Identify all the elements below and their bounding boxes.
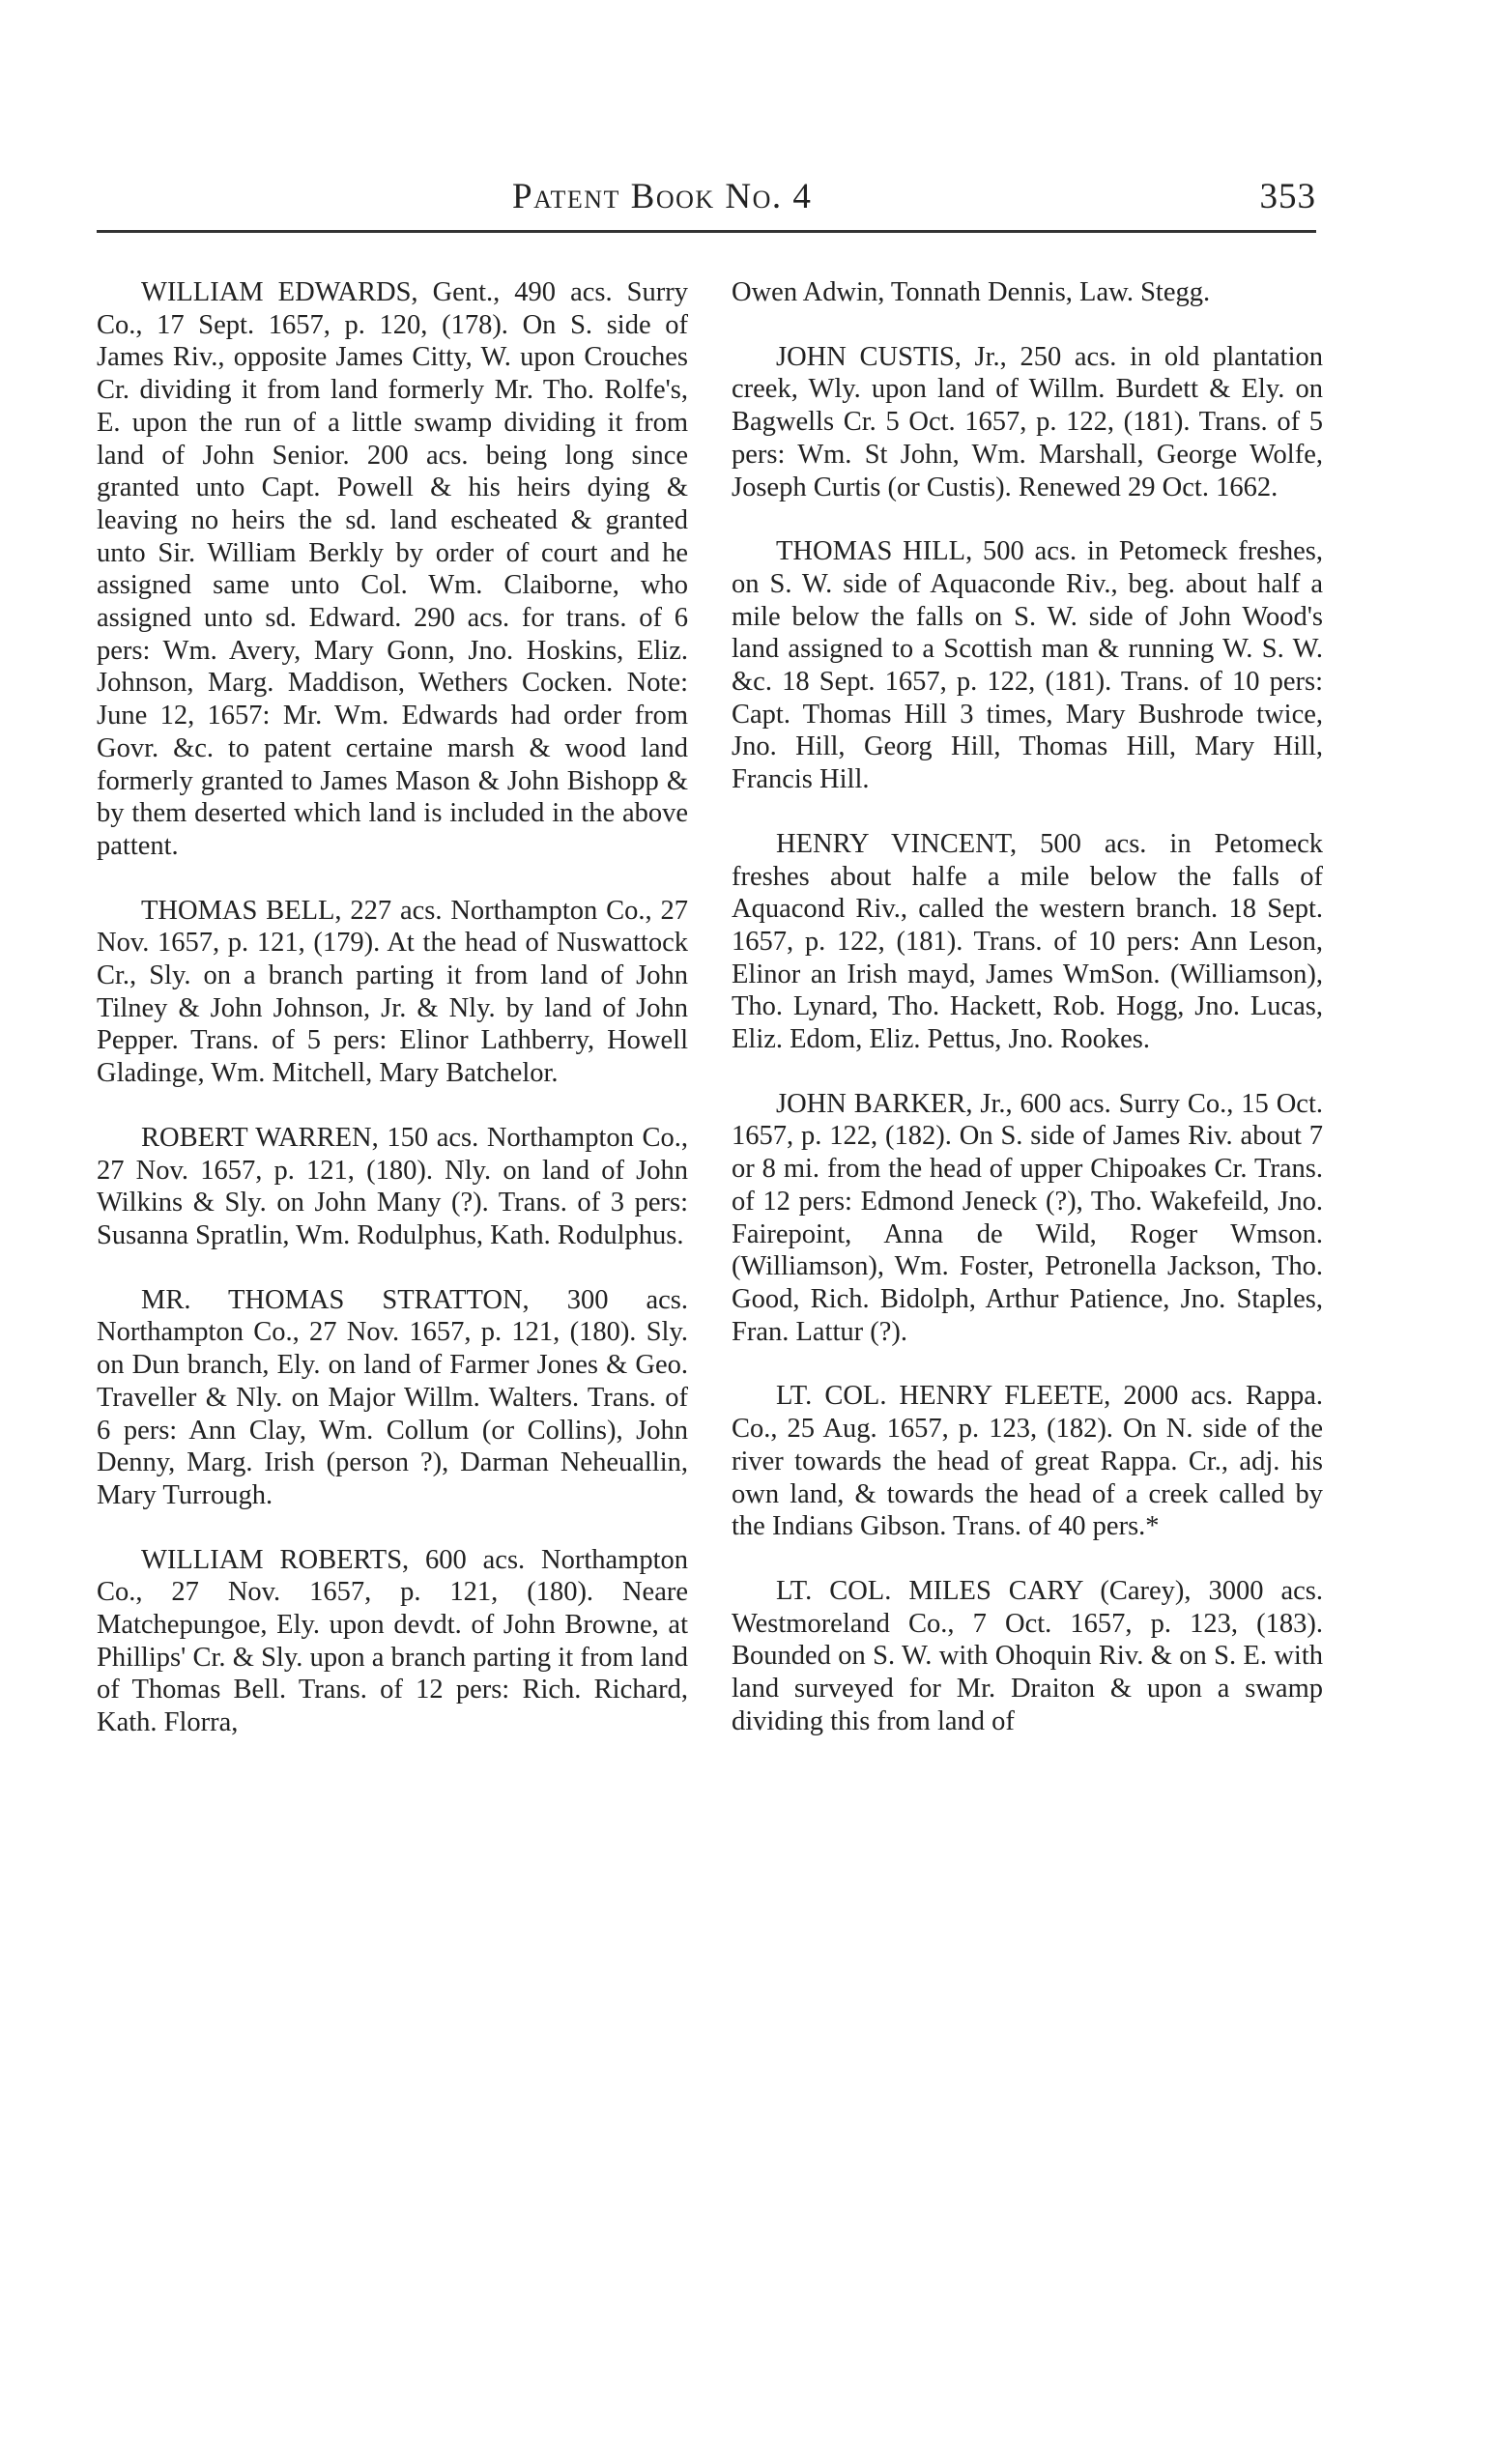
right-column bbox=[732, 276, 1323, 1769]
patent-entry-william-roberts: WILLIAM ROBERTS, 600 acs. Northampton Co., 27 Nov. 1657, p. 121, (180). Neare Matchepungoe, Ely. upon devdt. of John Browne, at Phillips' Cr. & Sly. upon a branch parting it from land of Thomas Bell. Trans. of 12 pers: Rich. Richard, Kath. Florra, bbox=[97, 1544, 688, 1738]
patent-entry-robert-warren: ROBERT WARREN, 150 acs. Northampton Co., 27 Nov. 1657, p. 121, (180). Nly. on land of John Wilkins & Sly. on John Many (?). Trans. of 3 pers: Susanna Spratlin, Wm. Rodulphus, Kath. Rodulphus. bbox=[97, 1122, 688, 1250]
patent-entry-henry-vincent: HENRY VINCENT, 500 acs. in Petomeck freshes about halfe a mile below the falls of Aquacond Riv., called the western branch. 18 Sept. 1657, p. 122, (181). Trans. of 10 pers: Ann Leson, Elinor an Irish mayd, James WmSon. (Williamson), Tho. Lynard, Tho. Hackett, Rob. Hogg, Jno. Lucas, Eliz. Edom, Eliz. Pettus, Jno. Rookes. bbox=[732, 828, 1323, 1055]
patent-entry-thomas-bell: THOMAS BELL, 227 acs. Northampton Co., 27 Nov. 1657, p. 121, (179). At the head of Nuswattock Cr., Sly. on a branch parting it from land of John Tilney & John Johnson, Jr. & Nly. by land of John Pepper. Trans. of 5 pers: Elinor Lathberry, Howell Gladinge, Wm. Mitchell, Mary Batchelor. bbox=[97, 895, 688, 1089]
header-title: Patent Book No. 4 bbox=[512, 177, 813, 216]
patent-entry-miles-cary: LT. COL. MILES CARY (Carey), 3000 acs. Westmoreland Co., 7 Oct. 1657, p. 123, (183). Bounded on S. W. with Ohoquin Riv. & on S. E. with land surveyed for Mr. Draiton & upon a swamp dividing this from land of bbox=[732, 1575, 1323, 1736]
patent-entry-continuation: Owen Adwin, Tonnath Dennis, Law. Stegg. bbox=[732, 277, 1211, 307]
page-number: 353 bbox=[1259, 177, 1316, 216]
header-rule bbox=[97, 230, 1316, 233]
patent-entry-thomas-stratton: MR. THOMAS STRATTON, 300 acs. Northampton Co., 27 Nov. 1657, p. 121, (180). Sly. on Dun branch, Ely. on land of Farmer Jones & Geo. Traveller & Nly. on Major Willm. Walters. Trans. of 6 pers: Ann Clay, Wm. Collum (or Collins), John Denny, Marg. Irish (person ?), Darman Neheuallin, Mary Turrough. bbox=[97, 1284, 688, 1510]
patent-entry-thomas-hill: THOMAS HILL, 500 acs. in Petomeck freshes, on S. W. side of Aquaconde Riv., beg. about half a mile below the falls on S. W. side of John Wood's land assigned to a Scottish man & running W. S. W. &c. 18 Sept. 1657, p. 122, (181). Trans. of 10 pers: Capt. Thomas Hill 3 times, Mary Bushrode twice, Jno. Hill, Georg Hill, Thomas Hill, Mary Hill, Francis Hill. bbox=[732, 536, 1323, 795]
left-column bbox=[97, 276, 688, 1771]
running-header bbox=[97, 170, 1316, 218]
patent-entry-john-custis: JOHN CUSTIS, Jr., 250 acs. in old plantation creek, Wly. upon land of Willm. Burdett & Ely. on Bagwells Cr. 5 Oct. 1657, p. 122, (181). Trans. of 5 pers: Wm. St John, Wm. Marshall, George Wolfe, Joseph Curtis (or Custis). Renewed 29 Oct. 1662. bbox=[732, 341, 1323, 502]
patent-entry-john-barker: JOHN BARKER, Jr., 600 acs. Surry Co., 15 Oct. 1657, p. 122, (182). On S. side of James Riv. about 7 or 8 mi. from the head of upper Chipoakes Cr. Trans. of 12 pers: Edmond Jeneck (?), Tho. Wakefeild, Jno. Fairepoint, Anna de Wild, Roger Wmson. (Williamson), Wm. Foster, Petronella Jackson, Tho. Good, Rich. Bidolph, Arthur Patience, Jno. Staples, Fran. Lattur (?). bbox=[732, 1088, 1323, 1347]
patent-entry-william-edwards: WILLIAM EDWARDS, Gent., 490 acs. Surry Co., 17 Sept. 1657, p. 120, (178). On S. side of James Riv., opposite James Citty, W. upon Crouches Cr. dividing it from land formerly Mr. Tho. Rolfe's, E. upon the run of a little swamp dividing it from land of John Senior. 200 acs. being long since granted unto Capt. Powell & his heirs dying & leaving no heirs the sd. land escheated & granted unto Sir. William Berkly by order of court and he assigned same unto Col. Wm. Claiborne, who assigned unto sd. Edward. 290 acs. for trans. of 6 pers: Wm. Avery, Mary Gonn, Jno. Hoskins, Eliz. Johnson, Marg. Maddison, Wethers Cocken. Note: June 12, 1657: Mr. Wm. Edwards had order from Govr. &c. to patent certaine marsh & wood land formerly granted to James Mason & John Bishopp & by them deserted which land is included in the above pattent. bbox=[97, 277, 688, 861]
patent-entry-henry-fleete: LT. COL. HENRY FLEETE, 2000 acs. Rappa. Co., 25 Aug. 1657, p. 123, (182). On N. side of the river towards the head of great Rappa. Cr., adj. his own land, & towards the head of a creek called by the Indians Gibson. Trans. of 40 pers.* bbox=[732, 1381, 1323, 1542]
